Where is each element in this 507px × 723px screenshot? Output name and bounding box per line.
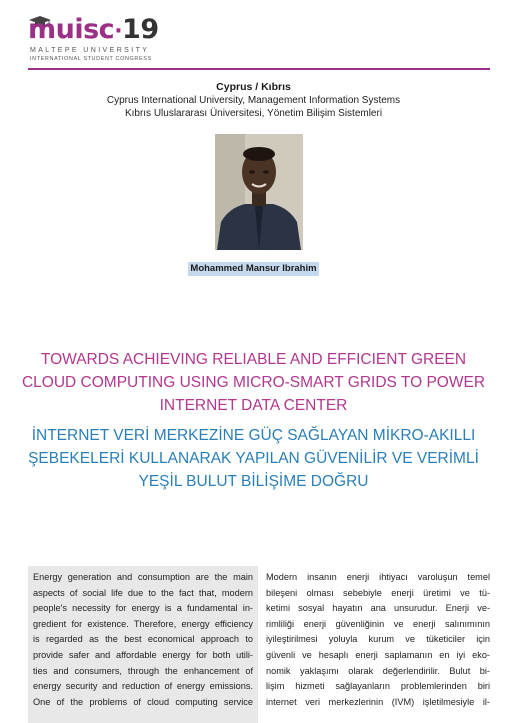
abstract-line: One of the problems of cloud computing service: [33, 696, 253, 707]
title-turkish: [20, 424, 487, 493]
abstract-english: [28, 566, 258, 723]
abstract-line: lişim hizmeti sağlayanların problemlerinden biri: [266, 681, 490, 692]
abstract-line: ties and consumers, through the enhancement of: [33, 665, 253, 676]
title-en-line: INTERNET DATA CENTER: [159, 397, 348, 414]
abstract-en-text: [33, 570, 253, 710]
abstract-line: rimliliği enerji güvenliğinin ve enerji salınımının: [266, 618, 490, 629]
title-tr-line: İNTERNET VERİ MERKEZİNE GÜÇ SAĞLAYAN MİKRO-AKILLI: [31, 427, 476, 444]
abstract-line: energy security and reduction of energy emissions.: [33, 681, 253, 692]
logo-congress: INTERNATIONAL STUDENT CONGRESS: [30, 56, 152, 62]
logo-year: 19: [122, 14, 159, 45]
abstract-line: people's necessity for energy is a fundamental in-: [33, 603, 253, 614]
author-country: Cyprus / Kıbrıs: [216, 81, 291, 93]
title-english: [20, 348, 487, 417]
title-tr-line: YEŞİL BULUT BİLİŞİME DOĞRU: [138, 473, 369, 490]
title-tr-line: ŞEBEKELERİ KULLANARAK YAPILAN GÜVENİLİR VE VERİMLİ: [28, 450, 479, 467]
affiliation-tr: Kıbrıs Uluslararası Üniversitesi, Yönetim Bilişim Sistemleri: [124, 108, 383, 119]
abstract-line: nomik yaklaşımı olarak değerlendirilir. Bulut bi-: [266, 665, 490, 676]
title-en-line: CLOUD COMPUTING USING MICRO-SMART GRIDS TO POWER: [21, 374, 486, 391]
logo-wordmark: [28, 10, 159, 52]
logo-university: MALTEPE UNIVERSITY: [30, 47, 150, 54]
logo-dot: ·: [114, 19, 123, 44]
title-en-line: TOWARDS ACHIEVING RELIABLE AND EFFICIENT GREEN: [40, 351, 467, 368]
author-name-wrap: [0, 258, 507, 276]
abstract-line: ketimi sosyal hayatın ana unsurudur. Enerji ve-: [266, 603, 490, 614]
abstract-tr-text: [266, 570, 490, 710]
abstract-line: is regarded as the best economical approach to: [33, 634, 253, 645]
abstract-line: aspects of social life due to the fact that, modern: [33, 587, 253, 598]
abstract-line: Modern insanın enerji ihtiyacı varoluşun temel: [266, 572, 490, 582]
header-divider: [28, 68, 490, 70]
author-name: Mohammed Mansur Ibrahim: [190, 263, 317, 274]
abstract-line: bileşeni olması sebebiyle enerji üretimi ve tü-: [266, 587, 490, 598]
abstract-line: Energy generation and consumption are the main: [33, 572, 253, 582]
congress-logo: [28, 10, 178, 62]
affiliation-en: Cyprus International University, Management Information Systems: [106, 95, 401, 106]
author-photo: [215, 134, 303, 250]
abstract-line: iyileştirilmesi yoluyla kurum ve tüketiciler için: [266, 634, 490, 645]
abstract-line: internet veri merkezlerinin (IVM) işletilmesiyle il-: [266, 696, 490, 707]
logo-muisc: muisc: [28, 14, 115, 45]
abstract-line: provide safer and affordable energy for both utili-: [33, 649, 253, 660]
abstract-line: gredient for existence. Therefore, energy efficiency: [33, 618, 253, 629]
abstract-line: güvenli ve hesaplı enerji saplamanın en iyi eko-: [266, 649, 490, 660]
abstract-turkish: [264, 566, 490, 723]
